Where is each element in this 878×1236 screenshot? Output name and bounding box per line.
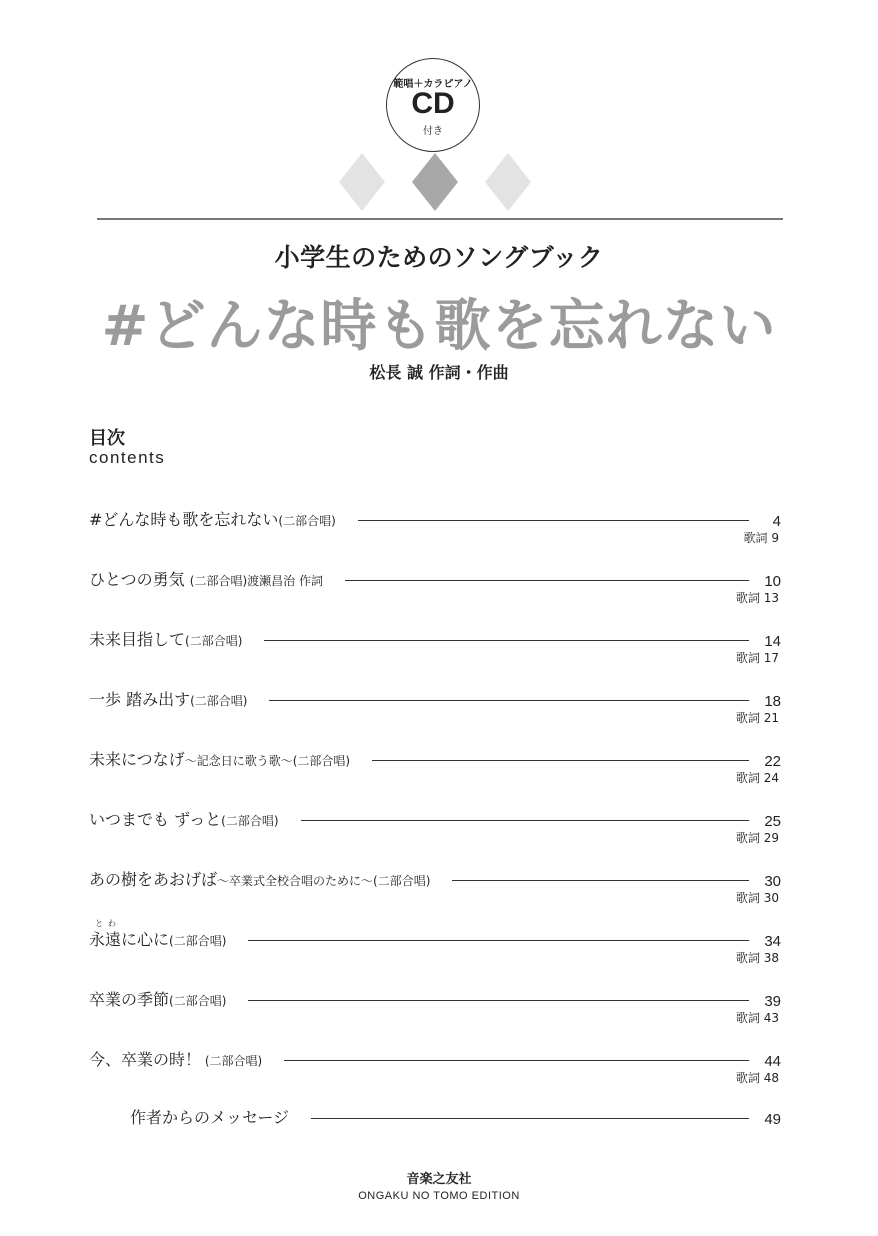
toc-lyrics-page: 歌詞 29 xyxy=(735,831,779,845)
toc-lyrics-page: 歌詞 38 xyxy=(735,951,779,965)
toc-entry-note: ～卒業式全校合唱のために～(二部合唱) xyxy=(217,874,431,888)
header-rule xyxy=(97,218,783,220)
toc-entry-note: (二部合唱) xyxy=(201,1054,263,1068)
toc-lyrics-page: 歌詞 13 xyxy=(735,591,779,605)
toc-entry[interactable] xyxy=(130,1104,781,1128)
toc-lyrics-page: 歌詞 30 xyxy=(735,891,779,905)
toc-entry-note: (二部合唱) xyxy=(278,514,336,528)
author-credit: 松長 誠 作詞・作曲 xyxy=(369,363,509,382)
toc-entry[interactable] xyxy=(89,626,781,650)
toc-entry-note: (二部合唱) xyxy=(169,934,227,948)
toc-leader-line xyxy=(452,880,749,881)
decorative-diamonds xyxy=(0,0,878,220)
toc-entry-title-text: 未来目指して xyxy=(89,630,186,649)
toc-leader-line xyxy=(301,820,749,821)
toc-entry-note: (二部合唱) xyxy=(185,634,243,648)
publisher-name-en: ONGAKU NO TOMO EDITION xyxy=(358,1190,520,1202)
toc-entry-title-text: あの樹をあおげば xyxy=(89,870,218,889)
toc-lyrics-page: 歌詞 21 xyxy=(735,711,779,725)
toc-leader-line xyxy=(345,580,749,581)
toc-leader-line xyxy=(264,640,749,641)
toc-page-number: 34 xyxy=(764,933,781,950)
toc-entry[interactable] xyxy=(89,806,781,830)
toc-entry-title xyxy=(130,1105,289,1128)
toc-entry-note: ～記念日に歌う歌～(二部合唱) xyxy=(184,754,351,768)
toc-page-number: 14 xyxy=(764,633,781,650)
toc-entry-title xyxy=(89,867,430,890)
diamond-center-icon xyxy=(412,153,458,211)
toc-lyrics-page: 歌詞 48 xyxy=(735,1071,779,1085)
toc-entry-note: (二部合唱) xyxy=(190,694,248,708)
toc-entry[interactable] xyxy=(89,926,781,950)
toc-entry-title-text: 作者からのメッセージ xyxy=(130,1108,290,1127)
toc-page-number: 10 xyxy=(764,573,781,590)
toc-entry-title-text: ひとつの勇気 xyxy=(89,570,190,589)
badge-caption: 範唱＋カラピアノ xyxy=(393,79,473,90)
toc-entry-title-text: #どんな時も歌を忘れない xyxy=(89,510,279,529)
toc-entry-title xyxy=(89,927,226,950)
toc-leader-line xyxy=(248,940,749,941)
toc-leader-line xyxy=(269,700,749,701)
publisher-name: 音楽之友社 xyxy=(406,1172,472,1187)
toc-entry[interactable] xyxy=(89,1046,781,1070)
toc-entry[interactable] xyxy=(89,746,781,770)
toc-entry-title xyxy=(89,1047,262,1070)
badge-cd-label: CD xyxy=(411,87,455,120)
toc-page-number: 4 xyxy=(772,513,781,530)
toc-entry-title xyxy=(89,987,226,1010)
diamond-left-icon xyxy=(339,153,385,211)
book-title: #どんな時も歌を忘れない xyxy=(101,294,777,359)
toc-leader-line xyxy=(284,1060,749,1061)
toc-entry-title xyxy=(89,627,242,650)
toc-entry-title-text: いつまでも ずっと xyxy=(89,810,222,829)
toc-entry[interactable] xyxy=(89,986,781,1010)
toc-leader-line xyxy=(311,1118,749,1119)
toc-lyrics-page: 歌詞 43 xyxy=(735,1011,779,1025)
toc-subheading: contents xyxy=(89,448,166,467)
toc-entry-note: (二部合唱)渡瀬昌治 作詞 xyxy=(189,574,323,588)
toc-entry-ruby: とわ xyxy=(95,919,121,928)
toc-page-number: 18 xyxy=(764,693,781,710)
toc-lyrics-page: 歌詞 17 xyxy=(735,651,779,665)
toc-leader-line xyxy=(358,520,749,521)
toc-entry[interactable] xyxy=(89,566,781,590)
toc-leader-line xyxy=(372,760,749,761)
toc-entry-note: (二部合唱) xyxy=(169,994,227,1008)
toc-lyrics-page: 歌詞 9 xyxy=(743,531,779,545)
toc-page-number: 49 xyxy=(764,1111,781,1128)
toc-page-number: 30 xyxy=(764,873,781,890)
book-subtitle: 小学生のためのソングブック xyxy=(274,243,604,272)
toc-page-number: 25 xyxy=(764,813,781,830)
toc-page-number: 39 xyxy=(764,993,781,1010)
toc-entry-title-text: 一歩 踏み出す xyxy=(89,690,191,709)
toc-entry[interactable] xyxy=(89,866,781,890)
toc-page-number: 44 xyxy=(764,1053,781,1070)
toc-entry-title xyxy=(89,747,350,770)
toc-entry-title xyxy=(89,567,323,590)
diamond-right-icon xyxy=(485,153,531,211)
toc-heading: 目次 xyxy=(89,428,125,449)
toc-entry[interactable] xyxy=(89,686,781,710)
toc-entry-title-text: 永遠に心に xyxy=(89,930,170,949)
toc-lyrics-page: 歌詞 24 xyxy=(735,771,779,785)
toc-entry-title-text: 今、卒業の時！ xyxy=(89,1050,202,1069)
badge-subcaption: 付き xyxy=(423,126,443,137)
toc-leader-line xyxy=(248,1000,749,1001)
toc-entry-title xyxy=(89,507,336,530)
toc-entry[interactable] xyxy=(89,506,781,530)
toc-entry-title-text: 未来につなげ xyxy=(89,750,185,769)
toc-entry-title xyxy=(89,807,279,830)
toc-page-number: 22 xyxy=(764,753,781,770)
toc-entry-title-text: 卒業の季節 xyxy=(89,990,170,1009)
toc-entry-title xyxy=(89,687,247,710)
toc-entry-note: (二部合唱) xyxy=(221,814,279,828)
